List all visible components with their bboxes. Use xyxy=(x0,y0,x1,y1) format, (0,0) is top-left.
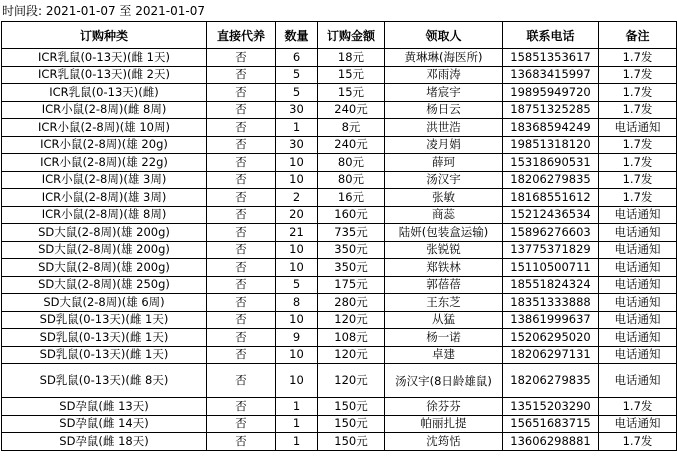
amount-cell: 15元 xyxy=(318,66,385,84)
direct-care-cell: 否 xyxy=(207,154,276,172)
species-cell: ICR乳鼠(0-13天)(雌 2天) xyxy=(2,66,207,84)
note-cell: 电话通知 xyxy=(599,276,677,294)
species-cell: ICR小鼠(2-8周)(雄 8周) xyxy=(2,206,207,224)
table-row xyxy=(2,66,677,84)
table-row xyxy=(2,171,677,189)
recipient-cell: 帕丽扎提 xyxy=(385,415,503,433)
species-cell: SD大鼠(2-8周)(雄 200g) xyxy=(2,241,207,259)
amount-cell: 240元 xyxy=(318,101,385,119)
species-cell: SD大鼠(2-8周)(雄 6周) xyxy=(2,294,207,312)
phone-cell: 15651683715 xyxy=(503,415,599,433)
phone-cell: 13775371829 xyxy=(503,241,599,259)
quantity-cell: 1 xyxy=(276,415,318,433)
amount-cell: 350元 xyxy=(318,259,385,277)
table-row xyxy=(2,206,677,224)
table-row xyxy=(2,329,677,347)
amount-cell: 150元 xyxy=(318,433,385,451)
direct-care-cell: 否 xyxy=(207,84,276,102)
table-row xyxy=(2,189,677,207)
amount-cell: 8元 xyxy=(318,119,385,137)
recipient-cell: 汤汉宇 xyxy=(385,171,503,189)
table-row xyxy=(2,259,677,277)
quantity-cell: 10 xyxy=(276,171,318,189)
direct-care-cell: 否 xyxy=(207,49,276,67)
recipient-cell: 沈筠恬 xyxy=(385,433,503,451)
quantity-cell: 5 xyxy=(276,276,318,294)
direct-care-cell: 否 xyxy=(207,415,276,433)
species-cell: SD乳鼠(0-13天)(雌 1天) xyxy=(2,329,207,347)
recipient-cell: 张敏 xyxy=(385,189,503,207)
amount-cell: 160元 xyxy=(318,206,385,224)
species-cell: SD孕鼠(雌 14天) xyxy=(2,415,207,433)
recipient-cell: 郑铁林 xyxy=(385,259,503,277)
direct-care-cell: 否 xyxy=(207,276,276,294)
quantity-cell: 10 xyxy=(276,154,318,172)
species-cell: SD大鼠(2-8周)(雄 200g) xyxy=(2,224,207,242)
column-header: 订购金额 xyxy=(318,22,385,49)
column-header: 直接代养 xyxy=(207,22,276,49)
direct-care-cell: 否 xyxy=(207,364,276,398)
note-cell: 1.7发 xyxy=(599,136,677,154)
amount-cell: 120元 xyxy=(318,311,385,329)
amount-cell: 80元 xyxy=(318,154,385,172)
table-row xyxy=(2,224,677,242)
note-cell: 1.7发 xyxy=(599,66,677,84)
phone-cell: 13861999637 xyxy=(503,311,599,329)
direct-care-cell: 否 xyxy=(207,311,276,329)
species-cell: SD孕鼠(雌 13天) xyxy=(2,398,207,416)
note-cell: 电话通知 xyxy=(599,241,677,259)
recipient-cell: 王东芝 xyxy=(385,294,503,312)
phone-cell: 19895949720 xyxy=(503,84,599,102)
phone-cell: 15896276603 xyxy=(503,224,599,242)
species-cell: SD乳鼠(0-13天)(雌 1天) xyxy=(2,311,207,329)
column-header: 领取人 xyxy=(385,22,503,49)
phone-cell: 18751325285 xyxy=(503,101,599,119)
note-cell: 1.7发 xyxy=(599,84,677,102)
note-cell: 电话通知 xyxy=(599,311,677,329)
quantity-cell: 8 xyxy=(276,294,318,312)
quantity-cell: 5 xyxy=(276,66,318,84)
direct-care-cell: 否 xyxy=(207,136,276,154)
phone-cell: 15110500711 xyxy=(503,259,599,277)
amount-cell: 735元 xyxy=(318,224,385,242)
phone-cell: 15212436534 xyxy=(503,206,599,224)
species-cell: ICR乳鼠(0-13天)(雌 1天) xyxy=(2,49,207,67)
header-row xyxy=(2,22,677,49)
note-cell: 1.7发 xyxy=(599,101,677,119)
direct-care-cell: 否 xyxy=(207,259,276,277)
species-cell: SD大鼠(2-8周)(雄 250g) xyxy=(2,276,207,294)
direct-care-cell: 否 xyxy=(207,206,276,224)
note-cell: 电话通知 xyxy=(599,224,677,242)
phone-cell: 18206297131 xyxy=(503,346,599,364)
recipient-cell: 薛珂 xyxy=(385,154,503,172)
quantity-cell: 10 xyxy=(276,364,318,398)
note-cell: 电话通知 xyxy=(599,119,677,137)
note-cell: 1.7发 xyxy=(599,154,677,172)
species-cell: ICR小鼠(2-8周)(雄 22g) xyxy=(2,154,207,172)
note-cell: 电话通知 xyxy=(599,364,677,398)
quantity-cell: 1 xyxy=(276,398,318,416)
quantity-cell: 20 xyxy=(276,206,318,224)
phone-cell: 18551824324 xyxy=(503,276,599,294)
amount-cell: 18元 xyxy=(318,49,385,67)
quantity-cell: 10 xyxy=(276,311,318,329)
amount-cell: 350元 xyxy=(318,241,385,259)
direct-care-cell: 否 xyxy=(207,189,276,207)
quantity-cell: 1 xyxy=(276,119,318,137)
direct-care-cell: 否 xyxy=(207,346,276,364)
amount-cell: 120元 xyxy=(318,364,385,398)
quantity-cell: 5 xyxy=(276,84,318,102)
phone-cell: 13515203290 xyxy=(503,398,599,416)
amount-cell: 175元 xyxy=(318,276,385,294)
species-cell: SD孕鼠(雌 18天) xyxy=(2,433,207,451)
recipient-cell: 徐芬芬 xyxy=(385,398,503,416)
species-cell: ICR小鼠(2-8周)(雌 8周) xyxy=(2,101,207,119)
table-row xyxy=(2,398,677,416)
column-header: 备注 xyxy=(599,22,677,49)
recipient-cell: 凌月娟 xyxy=(385,136,503,154)
note-cell: 电话通知 xyxy=(599,415,677,433)
quantity-cell: 21 xyxy=(276,224,318,242)
species-cell: SD乳鼠(0-13天)(雌 1天) xyxy=(2,346,207,364)
species-cell: ICR小鼠(2-8周)(雄 3周) xyxy=(2,171,207,189)
phone-cell: 18351333888 xyxy=(503,294,599,312)
note-cell: 电话通知 xyxy=(599,329,677,347)
direct-care-cell: 否 xyxy=(207,294,276,312)
quantity-cell: 2 xyxy=(276,189,318,207)
quantity-cell: 10 xyxy=(276,259,318,277)
phone-cell: 13683415997 xyxy=(503,66,599,84)
note-cell: 1.7发 xyxy=(599,433,677,451)
quantity-cell: 10 xyxy=(276,241,318,259)
quantity-cell: 6 xyxy=(276,49,318,67)
quantity-cell: 1 xyxy=(276,433,318,451)
recipient-cell: 洪世浩 xyxy=(385,119,503,137)
table-row xyxy=(2,346,677,364)
table-row xyxy=(2,276,677,294)
direct-care-cell: 否 xyxy=(207,224,276,242)
amount-cell: 15元 xyxy=(318,84,385,102)
amount-cell: 240元 xyxy=(318,136,385,154)
recipient-cell: 郭蓓蓓 xyxy=(385,276,503,294)
note-cell: 电话通知 xyxy=(599,346,677,364)
species-cell: ICR小鼠(2-8周)(雄 10周) xyxy=(2,119,207,137)
quantity-cell: 30 xyxy=(276,101,318,119)
recipient-cell: 杨一诺 xyxy=(385,329,503,347)
note-cell: 1.7发 xyxy=(599,398,677,416)
amount-cell: 150元 xyxy=(318,415,385,433)
note-cell: 1.7发 xyxy=(599,49,677,67)
direct-care-cell: 否 xyxy=(207,433,276,451)
species-cell: ICR乳鼠(0-13天)(雌) xyxy=(2,84,207,102)
direct-care-cell: 否 xyxy=(207,101,276,119)
table-row xyxy=(2,154,677,172)
amount-cell: 150元 xyxy=(318,398,385,416)
recipient-cell: 陆妍(包装盒运输) xyxy=(385,224,503,242)
recipient-cell: 商蕊 xyxy=(385,206,503,224)
species-cell: ICR小鼠(2-8周)(雄 20g) xyxy=(2,136,207,154)
amount-cell: 120元 xyxy=(318,346,385,364)
phone-cell: 18368594249 xyxy=(503,119,599,137)
table-row xyxy=(2,241,677,259)
phone-cell: 18168551612 xyxy=(503,189,599,207)
quantity-cell: 9 xyxy=(276,329,318,347)
recipient-cell: 堵宸宇 xyxy=(385,84,503,102)
phone-cell: 18206279835 xyxy=(503,364,599,398)
direct-care-cell: 否 xyxy=(207,398,276,416)
direct-care-cell: 否 xyxy=(207,171,276,189)
amount-cell: 280元 xyxy=(318,294,385,312)
amount-cell: 16元 xyxy=(318,189,385,207)
table-row xyxy=(2,311,677,329)
phone-cell: 13606298881 xyxy=(503,433,599,451)
recipient-cell: 黄琳琳(海医所) xyxy=(385,49,503,67)
column-header: 订购种类 xyxy=(2,22,207,49)
recipient-cell: 张锐锐 xyxy=(385,241,503,259)
direct-care-cell: 否 xyxy=(207,119,276,137)
note-cell: 电话通知 xyxy=(599,294,677,312)
direct-care-cell: 否 xyxy=(207,329,276,347)
table-row xyxy=(2,364,677,398)
table-row xyxy=(2,136,677,154)
species-cell: ICR小鼠(2-8周)(雄 3周) xyxy=(2,189,207,207)
direct-care-cell: 否 xyxy=(207,241,276,259)
table-row xyxy=(2,49,677,67)
species-cell: SD大鼠(2-8周)(雄 200g) xyxy=(2,259,207,277)
species-cell: SD乳鼠(0-13天)(雌 8天) xyxy=(2,364,207,398)
direct-care-cell: 否 xyxy=(207,66,276,84)
recipient-cell: 邓雨涛 xyxy=(385,66,503,84)
note-cell: 电话通知 xyxy=(599,206,677,224)
amount-cell: 108元 xyxy=(318,329,385,347)
table-body xyxy=(2,49,677,451)
table-row xyxy=(2,294,677,312)
date-range-label: 时间段: 2021-01-07 至 2021-01-07 xyxy=(2,4,205,18)
table-row xyxy=(2,101,677,119)
phone-cell: 15206295020 xyxy=(503,329,599,347)
recipient-cell: 从猛 xyxy=(385,311,503,329)
recipient-cell: 卓建 xyxy=(385,346,503,364)
phone-cell: 15318690531 xyxy=(503,154,599,172)
quantity-cell: 30 xyxy=(276,136,318,154)
phone-cell: 18206279835 xyxy=(503,171,599,189)
column-header: 数量 xyxy=(276,22,318,49)
phone-cell: 19851318120 xyxy=(503,136,599,154)
column-header: 联系电话 xyxy=(503,22,599,49)
table-row xyxy=(2,433,677,451)
recipient-cell: 杨日云 xyxy=(385,101,503,119)
note-cell: 1.7发 xyxy=(599,171,677,189)
table-row xyxy=(2,415,677,433)
note-cell: 1.7发 xyxy=(599,189,677,207)
phone-cell: 15851353617 xyxy=(503,49,599,67)
quantity-cell: 10 xyxy=(276,346,318,364)
note-cell: 电话通知 xyxy=(599,259,677,277)
table-row xyxy=(2,119,677,137)
order-table xyxy=(1,21,677,451)
amount-cell: 80元 xyxy=(318,171,385,189)
recipient-cell: 汤汉宇(8日龄雄鼠) xyxy=(385,364,503,398)
table-row xyxy=(2,84,677,102)
